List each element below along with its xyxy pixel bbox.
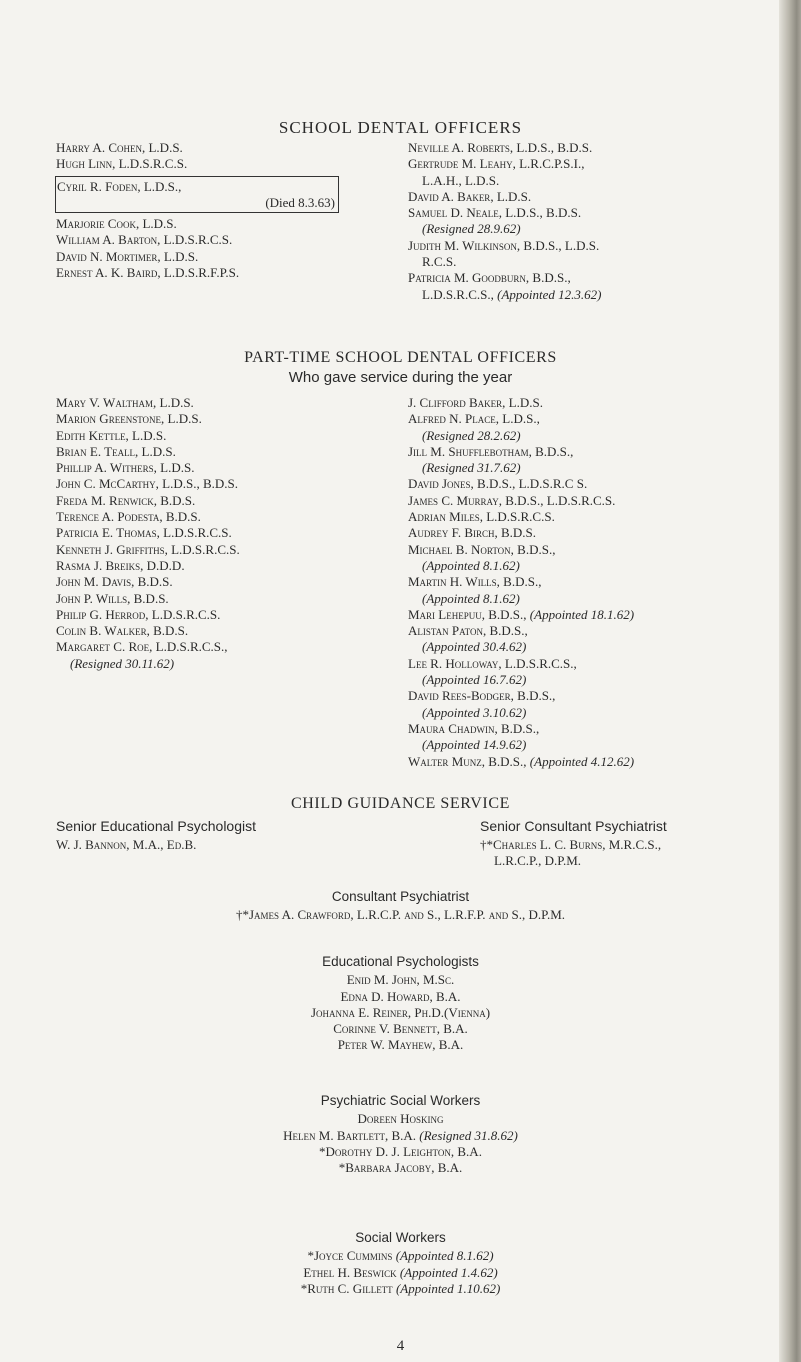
officer-name: Edith Kettle, L.D.S.	[56, 427, 167, 443]
officer-name: Martin H. Wills, B.D.S.,	[408, 574, 542, 590]
officer-name: John M. Davis, B.D.S.	[56, 574, 173, 590]
appointed-note: (Appointed 16.7.62)	[422, 672, 527, 688]
officer-name: Rasma J. Breiks, D.D.D.	[56, 557, 185, 573]
officer-name: Maura Chadwin, B.D.S.,	[408, 720, 540, 736]
part-time-left-column	[56, 395, 386, 672]
senior-consultant-name: †*Charles L. C. Burns, M.R.C.S., L.R.C.P., D.P.M.	[480, 837, 662, 869]
officer-name: J. Clifford Baker, L.D.S.	[408, 395, 543, 410]
appointed-note: (Appointed 14.9.62)	[422, 737, 527, 753]
officer-name: Harry A. Cohen, L.D.S.	[56, 140, 183, 155]
officer-name: Terence A. Podesta, B.D.S.	[56, 509, 201, 525]
officer-name: Jill M. Shufflebotham, B.D.S.,	[408, 443, 574, 459]
consultant-name: †*James A. Crawford, L.R.C.P. and S., L.R.F.P. and S., D.P.M.	[235, 907, 566, 923]
appointed-note: (Appointed 30.4.62)	[422, 639, 527, 655]
resigned-note: (Resigned 31.7.62)	[422, 460, 521, 476]
officer-name: Colin B. Walker, B.D.S.	[56, 623, 189, 639]
school-dental-title: SCHOOL DENTAL OFFICERS	[278, 118, 523, 137]
officer-name: Patricia E. Thomas, L.D.S.R.C.S.	[56, 525, 232, 541]
staff-name: *Ruth C. Gillett (Appointed 1.10.62)	[300, 1280, 501, 1296]
appointed-note: (Appointed 4.12.62)	[529, 753, 635, 769]
child-guidance-title: CHILD GUIDANCE SERVICE	[290, 795, 511, 812]
staff-name: Johanna E. Reiner, Ph.D.(Vienna)	[310, 1004, 491, 1020]
officer-qualification: L.A.H., L.D.S.	[422, 172, 500, 188]
appointed-note: (Appointed 3.10.62)	[422, 704, 527, 720]
officer-name: Judith M. Wilkinson, B.D.S., L.D.S.	[408, 237, 600, 253]
staff-name: Edna D. Howard, B.A.	[340, 988, 461, 1004]
officer-name: Phillip A. Withers, L.D.S.	[56, 460, 195, 476]
officer-name: Alfred N. Place, L.D.S.,	[408, 411, 540, 427]
officer-name: Philip G. Herrod, L.D.S.R.C.S.	[56, 606, 221, 622]
social-workers-block	[0, 1230, 801, 1297]
consultant-psychiatrist-block	[0, 889, 801, 924]
page-number: 4	[396, 1338, 405, 1354]
staff-name: Helen M. Bartlett, B.A. (Resigned 31.8.62)	[283, 1127, 518, 1143]
officer-name: Cyril R. Foden, L.D.S.,	[57, 178, 182, 194]
staff-name: Enid M. John, M.Sc.	[346, 972, 455, 988]
staff-name: Peter W. Mayhew, B.A.	[337, 1037, 464, 1053]
officer-name: David A. Baker, L.D.S.	[408, 188, 532, 204]
deceased-box	[55, 176, 339, 214]
officer-qualification: L.D.S.R.C.S., (Appointed 12.3.62)	[422, 286, 602, 302]
officer-name: Gertrude M. Leahy, L.R.C.P.S.I.,	[408, 156, 585, 172]
consultant-heading: Consultant Psychiatrist	[331, 889, 470, 904]
officer-name: Marjorie Cook, L.D.S.	[56, 216, 177, 232]
officer-name: Marion Greenstone, L.D.S.	[56, 411, 202, 427]
staff-name: *Joyce Cummins (Appointed 8.1.62)	[307, 1248, 494, 1264]
senior-psychologist-name: W. J. Bannon, M.A., Ed.B.	[56, 837, 197, 852]
appointed-note: (Appointed 1.10.62)	[395, 1280, 501, 1296]
officer-name: David Rees-Bodger, B.D.S.,	[408, 688, 556, 704]
appointed-note: (Appointed 18.1.62)	[529, 606, 635, 622]
officer-name: David Jones, B.D.S., L.D.S.R.C S.	[408, 476, 588, 492]
officer-name: Lee R. Holloway, L.D.S.R.C.S.,	[408, 655, 577, 671]
school-left-column	[56, 140, 356, 281]
staff-name: Doreen Hosking	[357, 1111, 444, 1127]
officer-name: Neville A. Roberts, L.D.S., B.D.S.	[408, 140, 593, 155]
officer-name: Adrian Miles, L.D.S.R.C.S.	[408, 509, 555, 525]
resigned-note: (Resigned 31.8.62)	[419, 1127, 518, 1143]
senior-consultant-heading: Senior Consultant Psychiatrist	[480, 818, 667, 834]
resigned-note: (Resigned 30.11.62)	[70, 655, 175, 671]
edu-heading: Educational Psychologists	[322, 954, 479, 969]
officer-name: Freda M. Renwick, B.D.S.	[56, 492, 196, 508]
educational-psychologists-block	[0, 954, 801, 1054]
sw-heading: Social Workers	[355, 1230, 446, 1245]
staff-name: Corinne V. Bennett, B.A.	[333, 1021, 468, 1037]
officer-name: Hugh Linn, L.D.S.R.C.S.	[56, 156, 188, 172]
part-time-subtitle: Who gave service during the year	[288, 369, 513, 386]
officer-qualification: R.C.S.	[422, 254, 457, 270]
staff-name: *Dorothy D. J. Leighton, B.A.	[319, 1143, 482, 1159]
died-note: (Died 8.3.63)	[265, 194, 335, 210]
officer-name: Mari Lehepuu, B.D.S., (Appointed 18.1.62)	[408, 606, 635, 622]
appointed-note: (Appointed 1.4.62)	[399, 1264, 498, 1280]
officer-name: Walter Munz, B.D.S., (Appointed 4.12.62)	[408, 753, 635, 769]
resigned-note: (Resigned 28.9.62)	[422, 221, 521, 237]
officer-name: Ernest A. K. Baird, L.D.S.R.F.P.S.	[56, 265, 240, 281]
officer-name: John P. Wills, B.D.S.	[56, 590, 169, 606]
part-time-title: PART-TIME SCHOOL DENTAL OFFICERS	[244, 349, 557, 366]
appointed-note: (Appointed 8.1.62)	[395, 1248, 494, 1264]
psw-heading: Psychiatric Social Workers	[320, 1093, 481, 1108]
staff-name: Ethel H. Beswick (Appointed 1.4.62)	[303, 1264, 498, 1280]
officer-name: Audrey F. Birch, B.D.S.	[408, 525, 537, 541]
officer-name: Margaret C. Roe, L.D.S.R.C.S.,	[56, 639, 228, 655]
psychiatric-social-workers-block	[0, 1093, 801, 1176]
staff-name: *Barbara Jacoby, B.A.	[338, 1160, 463, 1176]
officer-name: Brian E. Teall, L.D.S.	[56, 443, 176, 459]
officer-name: Mary V. Waltham, L.D.S.	[56, 395, 194, 410]
officer-name: William A. Barton, L.D.S.R.C.S.	[56, 232, 233, 248]
officer-name: Patricia M. Goodburn, B.D.S.,	[408, 270, 571, 286]
officer-name: Samuel D. Neale, L.D.S., B.D.S.	[408, 205, 582, 221]
officer-name: Kenneth J. Griffiths, L.D.S.R.C.S.	[56, 541, 240, 557]
officer-name: John C. McCarthy, L.D.S., B.D.S.	[56, 476, 239, 492]
appointed-note: (Appointed 8.1.62)	[422, 557, 520, 573]
officer-name: Michael B. Norton, B.D.S.,	[408, 541, 556, 557]
part-time-right-column	[408, 395, 778, 770]
school-right-column	[408, 140, 768, 303]
appointed-note: (Appointed 12.3.62)	[497, 286, 602, 302]
resigned-note: (Resigned 28.2.62)	[422, 427, 521, 443]
senior-psychologist-heading: Senior Educational Psychologist	[56, 818, 257, 834]
appointed-note: (Appointed 8.1.62)	[422, 590, 520, 606]
officer-name: James C. Murray, B.D.S., L.D.S.R.C.S.	[408, 492, 616, 508]
officer-name: Alistan Paton, B.D.S.,	[408, 623, 528, 639]
officer-name: David N. Mortimer, L.D.S.	[56, 248, 199, 264]
